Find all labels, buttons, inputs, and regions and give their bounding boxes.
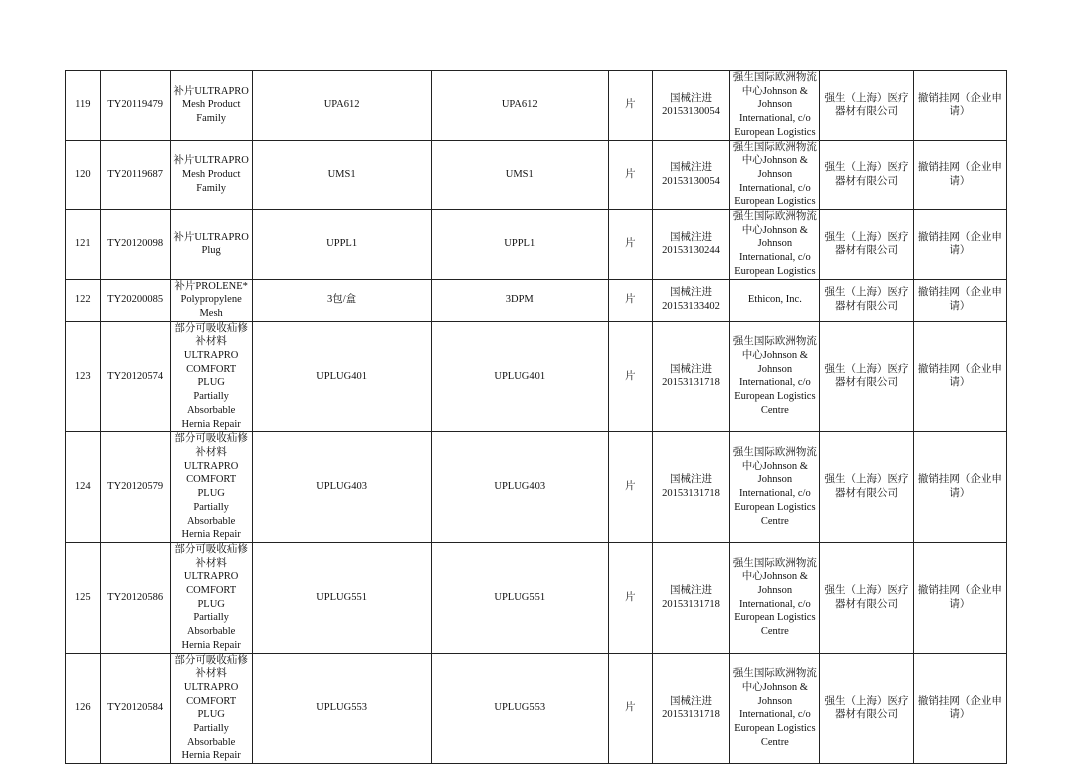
row-number: 126 bbox=[66, 653, 101, 764]
row-number: 125 bbox=[66, 542, 101, 653]
product-code: TY20120584 bbox=[100, 653, 170, 764]
table-row bbox=[66, 432, 1007, 543]
manufacturer: 强生国际欧洲物流 中心Johnson & Johnson International, c/o European Logistics Centre bbox=[730, 653, 820, 764]
product-model: UPLUG551 bbox=[431, 542, 608, 653]
product-unit: 片 bbox=[608, 321, 652, 432]
listing-status: 撤销挂网（企业申 请） bbox=[913, 210, 1006, 280]
product-code: TY20120579 bbox=[100, 432, 170, 543]
product-model: UPPL1 bbox=[431, 210, 608, 280]
product-name: 部分可吸收疝修 补材料 ULTRAPRO COMFORT PLUG Partially Absorbable Hernia Repair bbox=[170, 321, 252, 432]
company: 强生（上海）医疗 器材有限公司 bbox=[820, 140, 913, 210]
listing-status: 撤销挂网（企业申 请） bbox=[913, 432, 1006, 543]
listing-status: 撤销挂网（企业申 请） bbox=[913, 653, 1006, 764]
table-row bbox=[66, 653, 1007, 764]
product-unit: 片 bbox=[608, 653, 652, 764]
table-row bbox=[66, 140, 1007, 210]
company: 强生（上海）医疗 器材有限公司 bbox=[820, 210, 913, 280]
product-code: TY20120098 bbox=[100, 210, 170, 280]
table-row bbox=[66, 279, 1007, 321]
company: 强生（上海）医疗 器材有限公司 bbox=[820, 653, 913, 764]
table-row bbox=[66, 542, 1007, 653]
manufacturer: 强生国际欧洲物流 中心Johnson & Johnson International, c/o European Logistics Centre bbox=[730, 432, 820, 543]
product-name: 补片PROLENE* Polypropylene Mesh bbox=[170, 279, 252, 321]
product-unit: 片 bbox=[608, 542, 652, 653]
product-model: UPLUG403 bbox=[431, 432, 608, 543]
product-spec: UPLUG551 bbox=[252, 542, 431, 653]
manufacturer: Ethicon, Inc. bbox=[730, 279, 820, 321]
table-row bbox=[66, 71, 1007, 141]
registration-number: 国械注进 20153131718 bbox=[652, 653, 730, 764]
product-spec: UPLUG401 bbox=[252, 321, 431, 432]
listing-status: 撤销挂网（企业申 请） bbox=[913, 279, 1006, 321]
product-model: UPLUG401 bbox=[431, 321, 608, 432]
listing-status: 撤销挂网（企业申 请） bbox=[913, 140, 1006, 210]
product-name: 部分可吸收疝修 补材料 ULTRAPRO COMFORT PLUG Partially Absorbable Hernia Repair bbox=[170, 542, 252, 653]
product-table bbox=[65, 70, 1007, 764]
product-code: TY20120574 bbox=[100, 321, 170, 432]
product-code: TY20119479 bbox=[100, 71, 170, 141]
registration-number: 国械注进 20153131718 bbox=[652, 432, 730, 543]
product-code: TY20119687 bbox=[100, 140, 170, 210]
product-name: 部分可吸收疝修 补材料 ULTRAPRO COMFORT PLUG Partially Absorbable Hernia Repair bbox=[170, 432, 252, 543]
company: 强生（上海）医疗 器材有限公司 bbox=[820, 71, 913, 141]
listing-status: 撤销挂网（企业申 请） bbox=[913, 71, 1006, 141]
product-code: TY20200085 bbox=[100, 279, 170, 321]
table-row bbox=[66, 210, 1007, 280]
row-number: 123 bbox=[66, 321, 101, 432]
product-name: 补片ULTRAPRO Plug bbox=[170, 210, 252, 280]
manufacturer: 强生国际欧洲物流 中心Johnson & Johnson International, c/o European Logistics Centre bbox=[730, 542, 820, 653]
product-name: 补片ULTRAPRO Mesh Product Family bbox=[170, 140, 252, 210]
product-name: 部分可吸收疝修 补材料 ULTRAPRO COMFORT PLUG Partially Absorbable Hernia Repair bbox=[170, 653, 252, 764]
product-spec: UPA612 bbox=[252, 71, 431, 141]
company: 强生（上海）医疗 器材有限公司 bbox=[820, 432, 913, 543]
product-model: UPA612 bbox=[431, 71, 608, 141]
registration-number: 国械注进 20153130054 bbox=[652, 140, 730, 210]
manufacturer: 强生国际欧洲物流 中心Johnson & Johnson International, c/o European Logistics bbox=[730, 140, 820, 210]
product-model: UMS1 bbox=[431, 140, 608, 210]
row-number: 120 bbox=[66, 140, 101, 210]
product-unit: 片 bbox=[608, 279, 652, 321]
row-number: 121 bbox=[66, 210, 101, 280]
product-code: TY20120586 bbox=[100, 542, 170, 653]
company: 强生（上海）医疗 器材有限公司 bbox=[820, 321, 913, 432]
product-unit: 片 bbox=[608, 71, 652, 141]
registration-number: 国械注进 20153131718 bbox=[652, 542, 730, 653]
registration-number: 国械注进 20153131718 bbox=[652, 321, 730, 432]
product-spec: UPLUG403 bbox=[252, 432, 431, 543]
product-spec: 3包/盒 bbox=[252, 279, 431, 321]
registration-number: 国械注进 20153130054 bbox=[652, 71, 730, 141]
manufacturer: 强生国际欧洲物流 中心Johnson & Johnson International, c/o European Logistics bbox=[730, 210, 820, 280]
manufacturer: 强生国际欧洲物流 中心Johnson & Johnson International, c/o European Logistics bbox=[730, 71, 820, 141]
row-number: 124 bbox=[66, 432, 101, 543]
product-unit: 片 bbox=[608, 210, 652, 280]
product-model: UPLUG553 bbox=[431, 653, 608, 764]
registration-number: 国械注进 20153130244 bbox=[652, 210, 730, 280]
table-row bbox=[66, 321, 1007, 432]
listing-status: 撤销挂网（企业申 请） bbox=[913, 321, 1006, 432]
product-unit: 片 bbox=[608, 140, 652, 210]
listing-status: 撤销挂网（企业申 请） bbox=[913, 542, 1006, 653]
product-spec: UMS1 bbox=[252, 140, 431, 210]
company: 强生（上海）医疗 器材有限公司 bbox=[820, 279, 913, 321]
registration-number: 国械注进 20153133402 bbox=[652, 279, 730, 321]
product-spec: UPLUG553 bbox=[252, 653, 431, 764]
product-spec: UPPL1 bbox=[252, 210, 431, 280]
row-number: 119 bbox=[66, 71, 101, 141]
row-number: 122 bbox=[66, 279, 101, 321]
product-model: 3DPM bbox=[431, 279, 608, 321]
manufacturer: 强生国际欧洲物流 中心Johnson & Johnson International, c/o European Logistics Centre bbox=[730, 321, 820, 432]
product-unit: 片 bbox=[608, 432, 652, 543]
product-name: 补片ULTRAPRO Mesh Product Family bbox=[170, 71, 252, 141]
company: 强生（上海）医疗 器材有限公司 bbox=[820, 542, 913, 653]
